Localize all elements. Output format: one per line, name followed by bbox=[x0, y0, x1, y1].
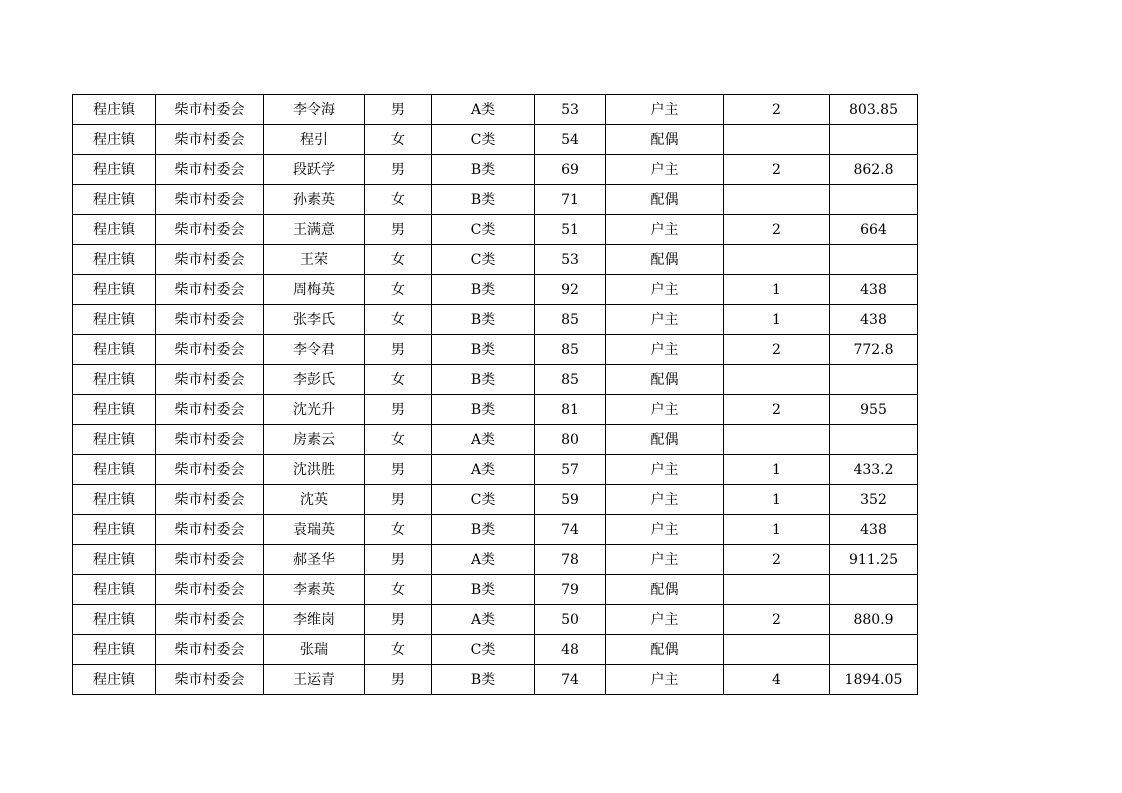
category-cell: B类 bbox=[432, 335, 535, 365]
gender-cell: 男 bbox=[365, 665, 432, 695]
town-cell: 程庄镇 bbox=[73, 635, 156, 665]
village-cell: 柴市村委会 bbox=[156, 485, 264, 515]
name-cell: 沈光升 bbox=[264, 395, 365, 425]
town-cell: 程庄镇 bbox=[73, 125, 156, 155]
town-cell: 程庄镇 bbox=[73, 95, 156, 125]
village-cell: 柴市村委会 bbox=[156, 605, 264, 635]
amount-cell: 955 bbox=[830, 395, 918, 425]
table-body bbox=[73, 95, 918, 695]
relation-cell: 配偶 bbox=[606, 425, 724, 455]
category-cell: B类 bbox=[432, 185, 535, 215]
village-cell: 柴市村委会 bbox=[156, 245, 264, 275]
amount-cell bbox=[830, 635, 918, 665]
town-cell: 程庄镇 bbox=[73, 215, 156, 245]
amount-cell bbox=[830, 185, 918, 215]
relation-cell: 配偶 bbox=[606, 245, 724, 275]
category-cell: C类 bbox=[432, 245, 535, 275]
name-cell: 张李氏 bbox=[264, 305, 365, 335]
category-cell: B类 bbox=[432, 305, 535, 335]
name-cell: 段跃学 bbox=[264, 155, 365, 185]
amount-cell: 911.25 bbox=[830, 545, 918, 575]
household-size-cell bbox=[724, 425, 830, 455]
table-row bbox=[73, 215, 918, 245]
category-cell: C类 bbox=[432, 125, 535, 155]
table-row bbox=[73, 455, 918, 485]
gender-cell: 男 bbox=[365, 545, 432, 575]
amount-cell bbox=[830, 245, 918, 275]
town-cell: 程庄镇 bbox=[73, 515, 156, 545]
category-cell: B类 bbox=[432, 275, 535, 305]
household-size-cell: 1 bbox=[724, 275, 830, 305]
age-cell: 92 bbox=[535, 275, 606, 305]
name-cell: 李令君 bbox=[264, 335, 365, 365]
gender-cell: 女 bbox=[365, 575, 432, 605]
household-size-cell bbox=[724, 125, 830, 155]
household-size-cell bbox=[724, 365, 830, 395]
gender-cell: 男 bbox=[365, 485, 432, 515]
amount-cell: 1894.05 bbox=[830, 665, 918, 695]
household-size-cell: 2 bbox=[724, 335, 830, 365]
table-row bbox=[73, 605, 918, 635]
name-cell: 房素云 bbox=[264, 425, 365, 455]
household-size-cell bbox=[724, 185, 830, 215]
amount-cell: 880.9 bbox=[830, 605, 918, 635]
name-cell: 李维岗 bbox=[264, 605, 365, 635]
age-cell: 59 bbox=[535, 485, 606, 515]
town-cell: 程庄镇 bbox=[73, 365, 156, 395]
relation-cell: 户主 bbox=[606, 395, 724, 425]
town-cell: 程庄镇 bbox=[73, 575, 156, 605]
age-cell: 80 bbox=[535, 425, 606, 455]
relation-cell: 户主 bbox=[606, 275, 724, 305]
gender-cell: 男 bbox=[365, 155, 432, 185]
relation-cell: 户主 bbox=[606, 605, 724, 635]
relation-cell: 户主 bbox=[606, 155, 724, 185]
table-row bbox=[73, 275, 918, 305]
village-cell: 柴市村委会 bbox=[156, 185, 264, 215]
town-cell: 程庄镇 bbox=[73, 425, 156, 455]
village-cell: 柴市村委会 bbox=[156, 335, 264, 365]
age-cell: 74 bbox=[535, 515, 606, 545]
household-size-cell: 1 bbox=[724, 515, 830, 545]
town-cell: 程庄镇 bbox=[73, 335, 156, 365]
gender-cell: 女 bbox=[365, 365, 432, 395]
age-cell: 85 bbox=[535, 365, 606, 395]
name-cell: 王满意 bbox=[264, 215, 365, 245]
amount-cell: 352 bbox=[830, 485, 918, 515]
village-cell: 柴市村委会 bbox=[156, 125, 264, 155]
town-cell: 程庄镇 bbox=[73, 485, 156, 515]
town-cell: 程庄镇 bbox=[73, 545, 156, 575]
age-cell: 71 bbox=[535, 185, 606, 215]
amount-cell: 803.85 bbox=[830, 95, 918, 125]
gender-cell: 女 bbox=[365, 425, 432, 455]
relation-cell: 配偶 bbox=[606, 635, 724, 665]
town-cell: 程庄镇 bbox=[73, 395, 156, 425]
table-row bbox=[73, 95, 918, 125]
amount-cell bbox=[830, 575, 918, 605]
gender-cell: 男 bbox=[365, 605, 432, 635]
category-cell: B类 bbox=[432, 365, 535, 395]
town-cell: 程庄镇 bbox=[73, 275, 156, 305]
town-cell: 程庄镇 bbox=[73, 665, 156, 695]
name-cell: 程引 bbox=[264, 125, 365, 155]
village-cell: 柴市村委会 bbox=[156, 665, 264, 695]
table-row bbox=[73, 575, 918, 605]
table-row bbox=[73, 665, 918, 695]
age-cell: 81 bbox=[535, 395, 606, 425]
amount-cell: 438 bbox=[830, 515, 918, 545]
age-cell: 48 bbox=[535, 635, 606, 665]
table-row bbox=[73, 365, 918, 395]
category-cell: A类 bbox=[432, 545, 535, 575]
gender-cell: 女 bbox=[365, 305, 432, 335]
age-cell: 51 bbox=[535, 215, 606, 245]
name-cell: 张瑞 bbox=[264, 635, 365, 665]
name-cell: 李素英 bbox=[264, 575, 365, 605]
household-size-cell bbox=[724, 575, 830, 605]
name-cell: 孙素英 bbox=[264, 185, 365, 215]
category-cell: B类 bbox=[432, 575, 535, 605]
relation-cell: 户主 bbox=[606, 455, 724, 485]
age-cell: 74 bbox=[535, 665, 606, 695]
name-cell: 周梅英 bbox=[264, 275, 365, 305]
household-size-cell: 1 bbox=[724, 485, 830, 515]
household-size-cell: 1 bbox=[724, 305, 830, 335]
age-cell: 53 bbox=[535, 95, 606, 125]
category-cell: B类 bbox=[432, 515, 535, 545]
household-size-cell: 2 bbox=[724, 95, 830, 125]
category-cell: B类 bbox=[432, 155, 535, 185]
household-size-cell bbox=[724, 635, 830, 665]
village-cell: 柴市村委会 bbox=[156, 305, 264, 335]
age-cell: 79 bbox=[535, 575, 606, 605]
category-cell: A类 bbox=[432, 95, 535, 125]
relation-cell: 户主 bbox=[606, 545, 724, 575]
gender-cell: 男 bbox=[365, 335, 432, 365]
village-cell: 柴市村委会 bbox=[156, 455, 264, 485]
category-cell: C类 bbox=[432, 215, 535, 245]
table-row bbox=[73, 395, 918, 425]
table-row bbox=[73, 335, 918, 365]
category-cell: B类 bbox=[432, 395, 535, 425]
household-size-cell: 2 bbox=[724, 215, 830, 245]
gender-cell: 男 bbox=[365, 215, 432, 245]
table-row bbox=[73, 515, 918, 545]
town-cell: 程庄镇 bbox=[73, 605, 156, 635]
table-row bbox=[73, 635, 918, 665]
age-cell: 78 bbox=[535, 545, 606, 575]
household-size-cell: 4 bbox=[724, 665, 830, 695]
amount-cell: 772.8 bbox=[830, 335, 918, 365]
name-cell: 王运青 bbox=[264, 665, 365, 695]
category-cell: B类 bbox=[432, 665, 535, 695]
relation-cell: 户主 bbox=[606, 515, 724, 545]
relation-cell: 配偶 bbox=[606, 575, 724, 605]
category-cell: A类 bbox=[432, 425, 535, 455]
gender-cell: 女 bbox=[365, 125, 432, 155]
household-size-cell: 2 bbox=[724, 395, 830, 425]
relation-cell: 配偶 bbox=[606, 185, 724, 215]
village-cell: 柴市村委会 bbox=[156, 515, 264, 545]
amount-cell bbox=[830, 125, 918, 155]
table-row bbox=[73, 125, 918, 155]
town-cell: 程庄镇 bbox=[73, 155, 156, 185]
town-cell: 程庄镇 bbox=[73, 305, 156, 335]
relation-cell: 配偶 bbox=[606, 365, 724, 395]
village-cell: 柴市村委会 bbox=[156, 275, 264, 305]
category-cell: A类 bbox=[432, 605, 535, 635]
amount-cell: 862.8 bbox=[830, 155, 918, 185]
household-table bbox=[72, 94, 918, 695]
town-cell: 程庄镇 bbox=[73, 245, 156, 275]
amount-cell: 664 bbox=[830, 215, 918, 245]
relation-cell: 户主 bbox=[606, 215, 724, 245]
gender-cell: 女 bbox=[365, 185, 432, 215]
relation-cell: 户主 bbox=[606, 485, 724, 515]
gender-cell: 男 bbox=[365, 395, 432, 425]
town-cell: 程庄镇 bbox=[73, 185, 156, 215]
category-cell: C类 bbox=[432, 635, 535, 665]
name-cell: 李彭氏 bbox=[264, 365, 365, 395]
age-cell: 85 bbox=[535, 335, 606, 365]
age-cell: 85 bbox=[535, 305, 606, 335]
household-size-cell: 2 bbox=[724, 605, 830, 635]
table-row bbox=[73, 245, 918, 275]
name-cell: 李令海 bbox=[264, 95, 365, 125]
category-cell: C类 bbox=[432, 485, 535, 515]
table-row bbox=[73, 155, 918, 185]
relation-cell: 户主 bbox=[606, 305, 724, 335]
village-cell: 柴市村委会 bbox=[156, 425, 264, 455]
village-cell: 柴市村委会 bbox=[156, 155, 264, 185]
table-row bbox=[73, 545, 918, 575]
name-cell: 王荣 bbox=[264, 245, 365, 275]
age-cell: 53 bbox=[535, 245, 606, 275]
name-cell: 沈英 bbox=[264, 485, 365, 515]
relation-cell: 配偶 bbox=[606, 125, 724, 155]
household-size-cell: 2 bbox=[724, 545, 830, 575]
table-row bbox=[73, 305, 918, 335]
age-cell: 54 bbox=[535, 125, 606, 155]
amount-cell bbox=[830, 425, 918, 455]
village-cell: 柴市村委会 bbox=[156, 365, 264, 395]
age-cell: 57 bbox=[535, 455, 606, 485]
gender-cell: 男 bbox=[365, 455, 432, 485]
name-cell: 沈洪胜 bbox=[264, 455, 365, 485]
household-size-cell bbox=[724, 245, 830, 275]
gender-cell: 男 bbox=[365, 95, 432, 125]
table-row bbox=[73, 425, 918, 455]
relation-cell: 户主 bbox=[606, 665, 724, 695]
relation-cell: 户主 bbox=[606, 335, 724, 365]
amount-cell bbox=[830, 365, 918, 395]
village-cell: 柴市村委会 bbox=[156, 575, 264, 605]
amount-cell: 438 bbox=[830, 275, 918, 305]
household-size-cell: 1 bbox=[724, 455, 830, 485]
gender-cell: 女 bbox=[365, 635, 432, 665]
village-cell: 柴市村委会 bbox=[156, 215, 264, 245]
village-cell: 柴市村委会 bbox=[156, 95, 264, 125]
gender-cell: 女 bbox=[365, 515, 432, 545]
age-cell: 50 bbox=[535, 605, 606, 635]
household-size-cell: 2 bbox=[724, 155, 830, 185]
town-cell: 程庄镇 bbox=[73, 455, 156, 485]
age-cell: 69 bbox=[535, 155, 606, 185]
table-row bbox=[73, 485, 918, 515]
amount-cell: 433.2 bbox=[830, 455, 918, 485]
village-cell: 柴市村委会 bbox=[156, 395, 264, 425]
village-cell: 柴市村委会 bbox=[156, 635, 264, 665]
name-cell: 袁瑞英 bbox=[264, 515, 365, 545]
gender-cell: 女 bbox=[365, 245, 432, 275]
table-row bbox=[73, 185, 918, 215]
gender-cell: 女 bbox=[365, 275, 432, 305]
category-cell: A类 bbox=[432, 455, 535, 485]
name-cell: 郝圣华 bbox=[264, 545, 365, 575]
village-cell: 柴市村委会 bbox=[156, 545, 264, 575]
amount-cell: 438 bbox=[830, 305, 918, 335]
relation-cell: 户主 bbox=[606, 95, 724, 125]
